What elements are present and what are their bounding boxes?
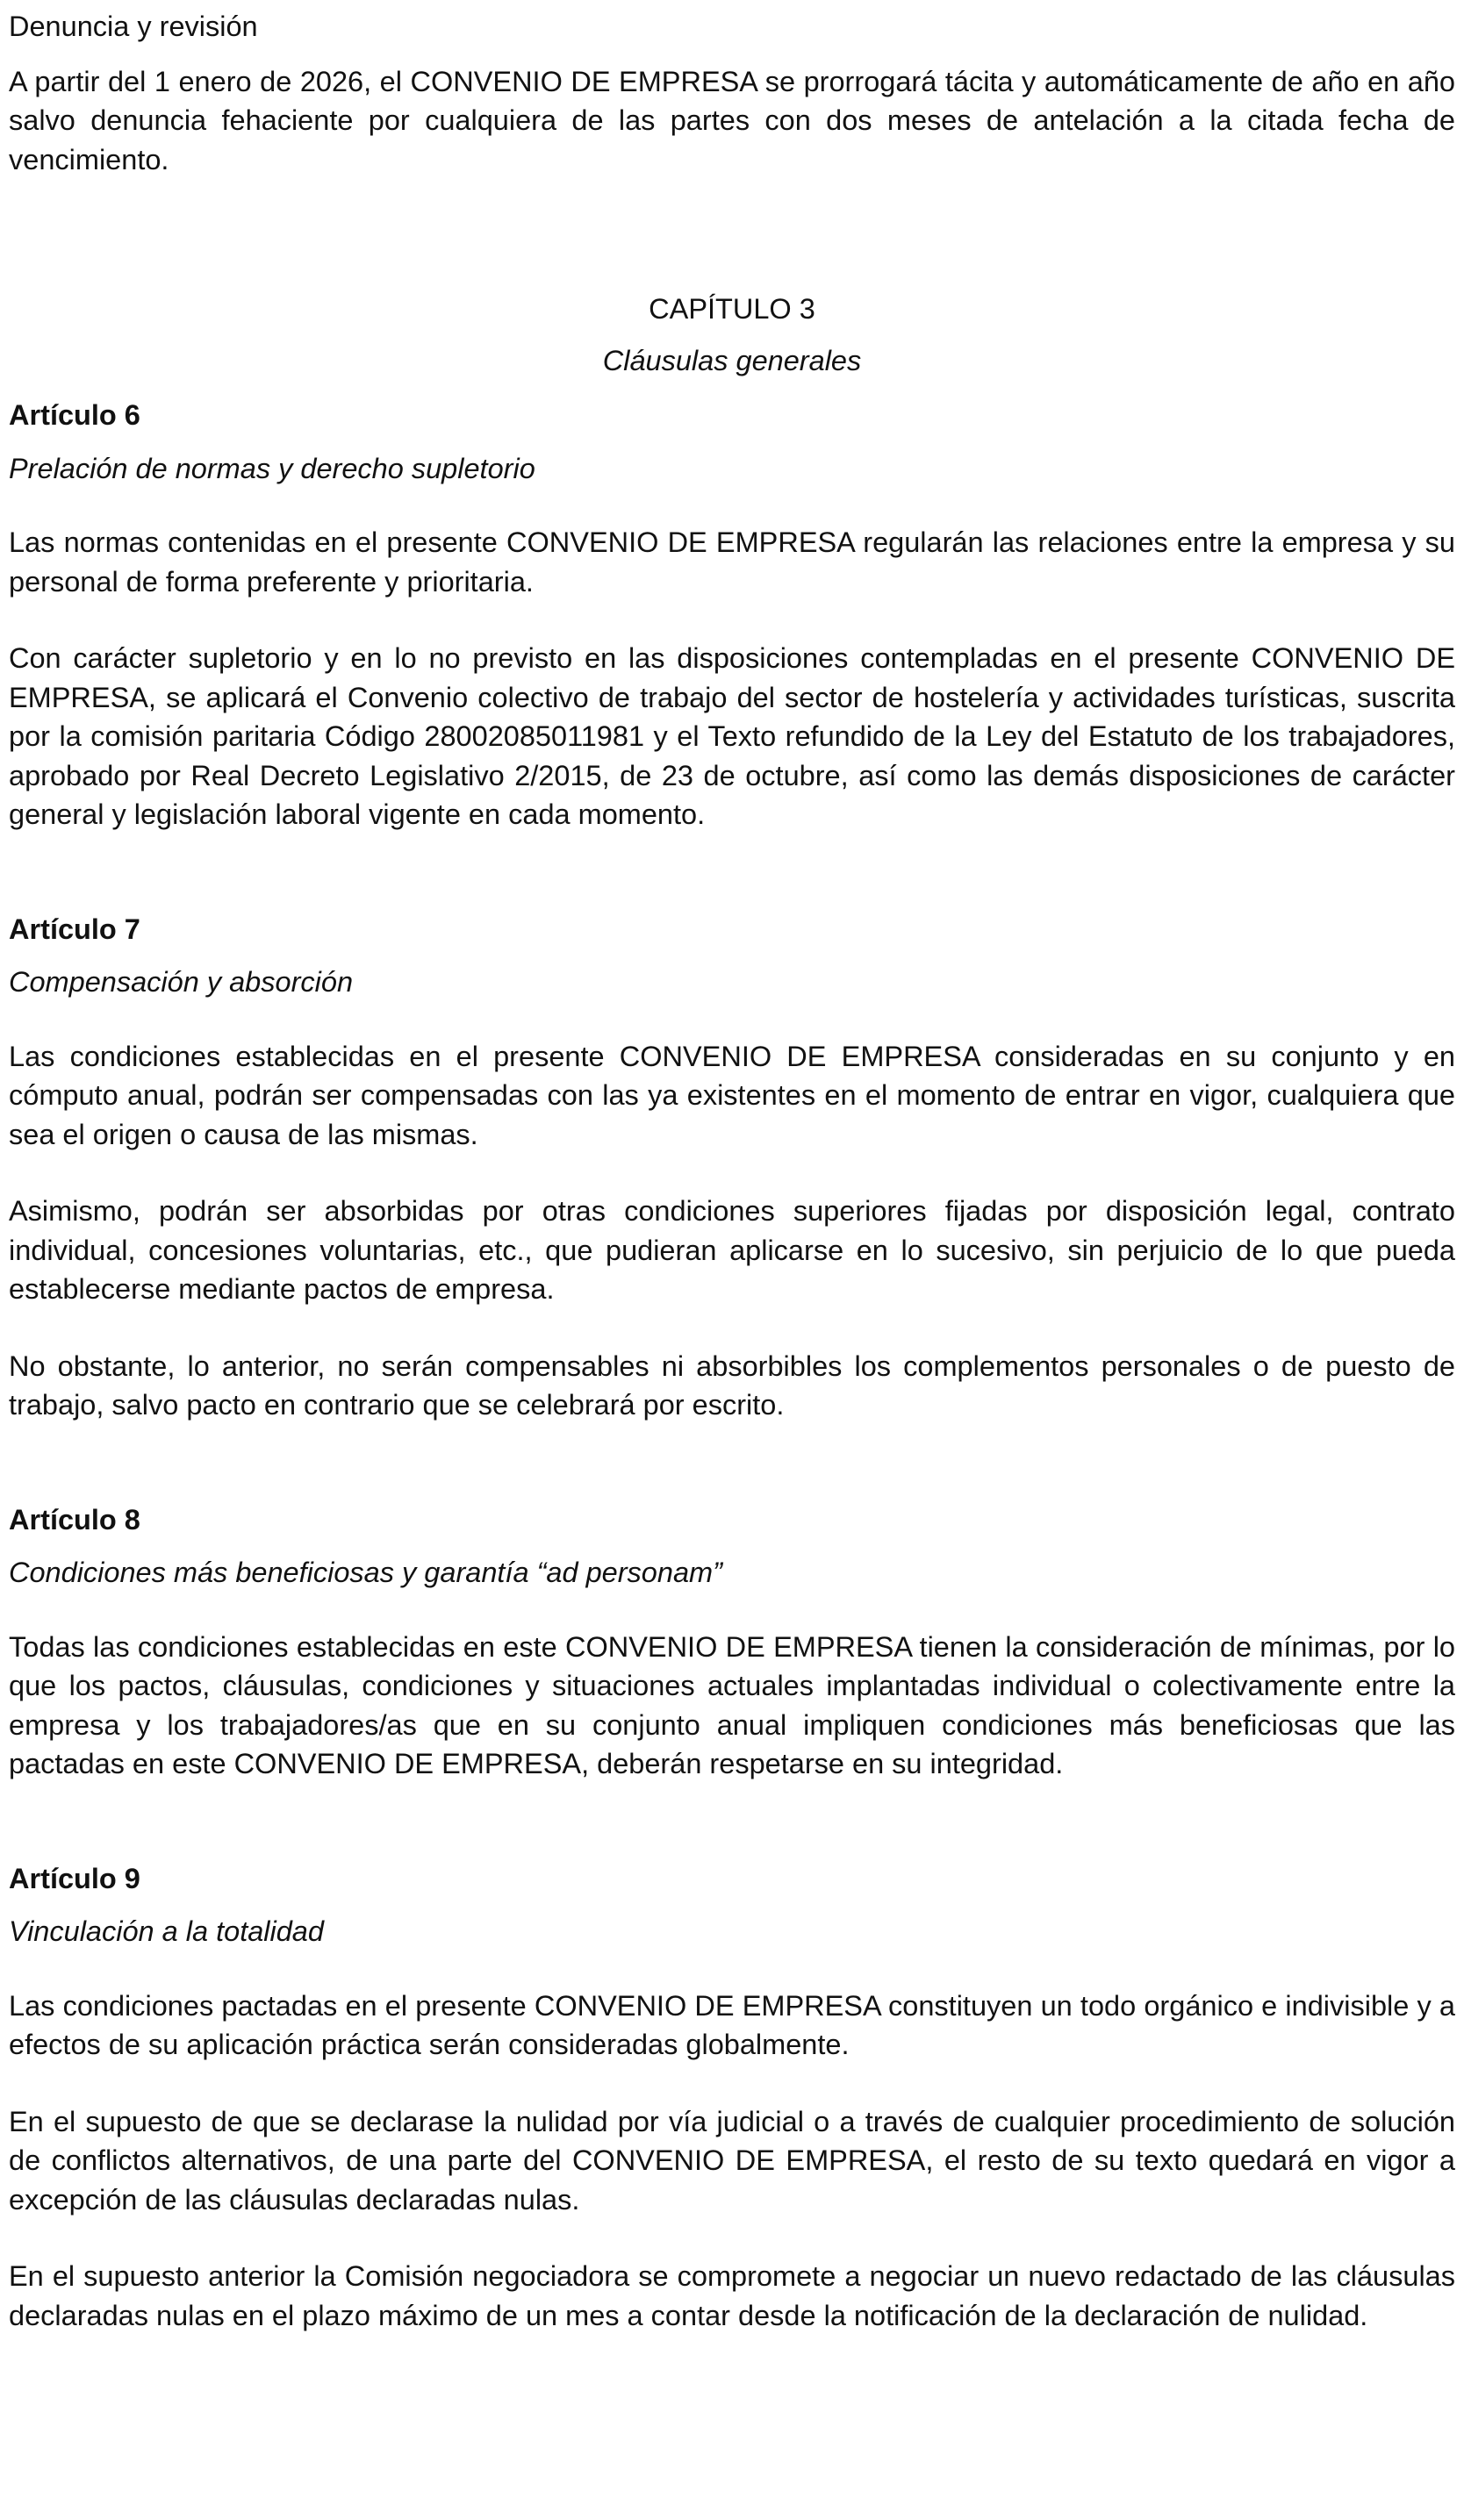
section-title: Denuncia y revisión (9, 11, 258, 42)
article-paragraph: En el supuesto anterior la Comisión negociadora se compromete a negociar un nuevo redactado de las cláusulas declaradas nulas en el plazo máximo de un mes a contar desde la notificación de la declaración de nulidad. (9, 2260, 1455, 2331)
article-paragraph: Las normas contenidas en el presente CONVENIO DE EMPRESA regularán las relaciones entre la empresa y su personal de forma preferente y prioritaria. (9, 526, 1455, 598)
article-7 (9, 910, 1455, 1425)
article-subtitle: Compensación y absorción (9, 966, 354, 998)
article-paragraph: Todas las condiciones establecidas en este CONVENIO DE EMPRESA tienen la consideración de mínimas, por lo que los pactos, cláusulas, condiciones y situaciones actuales implantadas individual o colectivamente entre la empresa y los trabajadores/as que en su conjunto anual impliquen condiciones más beneficiosas que las pactadas en este CONVENIO DE EMPRESA, deberán respetarse en su integridad. (9, 1630, 1455, 1779)
chapter-subtitle: Cláusulas generales (602, 344, 862, 376)
article-paragraph: Con carácter supletorio y en lo no previsto en las disposiciones contempladas en el presente CONVENIO DE EMPRESA, se aplicará el Convenio colectivo de trabajo del sector de hostelería y actividades turísticas, suscrita por la comisión paritaria Código 28002085011981 y el Texto refundido de la Ley del Estatuto de los trabajadores, aprobado por Real Decreto Legislativo 2/2015, de 23 de octubre, así como las demás disposiciones de carácter general y legislación laboral vigente en cada momento. (9, 642, 1455, 830)
article-8 (9, 1500, 1455, 1784)
article-paragraph: No obstante, lo anterior, no serán compensables ni absorbibles los complementos personales o de puesto de trabajo, salvo pacto en contrario que se celebrará por escrito. (9, 1349, 1455, 1421)
article-heading: Artículo 7 (9, 913, 140, 945)
article-heading: Artículo 6 (9, 399, 140, 431)
article-paragraph: Asimismo, podrán ser absorbidas por otras condiciones superiores fijadas por disposición legal, contrato individual, concesiones voluntarias, etc., que pudieran aplicarse en lo sucesivo, sin perjuicio de lo que pueda establecerse mediante pactos de empresa. (9, 1195, 1455, 1305)
chapter-header (9, 290, 1455, 380)
article-9 (9, 1859, 1455, 2336)
article-paragraph: Las condiciones establecidas en el presente CONVENIO DE EMPRESA consideradas en su conjunto y en cómputo anual, podrán ser compensadas con las ya existentes en el momento de entrar en vigor, cualquiera que sea el origen o causa de las mismas. (9, 1040, 1455, 1150)
preamble-paragraph: A partir del 1 enero de 2026, el CONVENIO DE EMPRESA se prorrogará tácita y automáticamente de año en año salvo denuncia fehaciente por cualquiera de las partes con dos meses de antelación a la citada fecha de vencimiento. (9, 65, 1455, 175)
chapter-title: CAPÍTULO 3 (649, 293, 815, 325)
article-heading: Artículo 8 (9, 1503, 140, 1536)
article-6 (9, 396, 1455, 834)
article-subtitle: Prelación de normas y derecho supletorio (9, 452, 535, 484)
article-paragraph: En el supuesto de que se declarase la nulidad por vía judicial o a través de cualquier procedimiento de solución de conflictos alternativos, de una parte del CONVENIO DE EMPRESA, el resto de su texto quedará en vigor a excepción de las cláusulas declaradas nulas. (9, 2105, 1455, 2216)
article-subtitle: Vinculación a la totalidad (9, 1915, 324, 1947)
article-paragraph: Las condiciones pactadas en el presente CONVENIO DE EMPRESA constituyen un todo orgánico e indivisible y a efectos de su aplicación práctica serán consideradas globalmente. (9, 1989, 1455, 2060)
article-heading: Artículo 9 (9, 1862, 140, 1894)
article-subtitle: Condiciones más beneficiosas y garantía “ad personam” (9, 1557, 722, 1588)
